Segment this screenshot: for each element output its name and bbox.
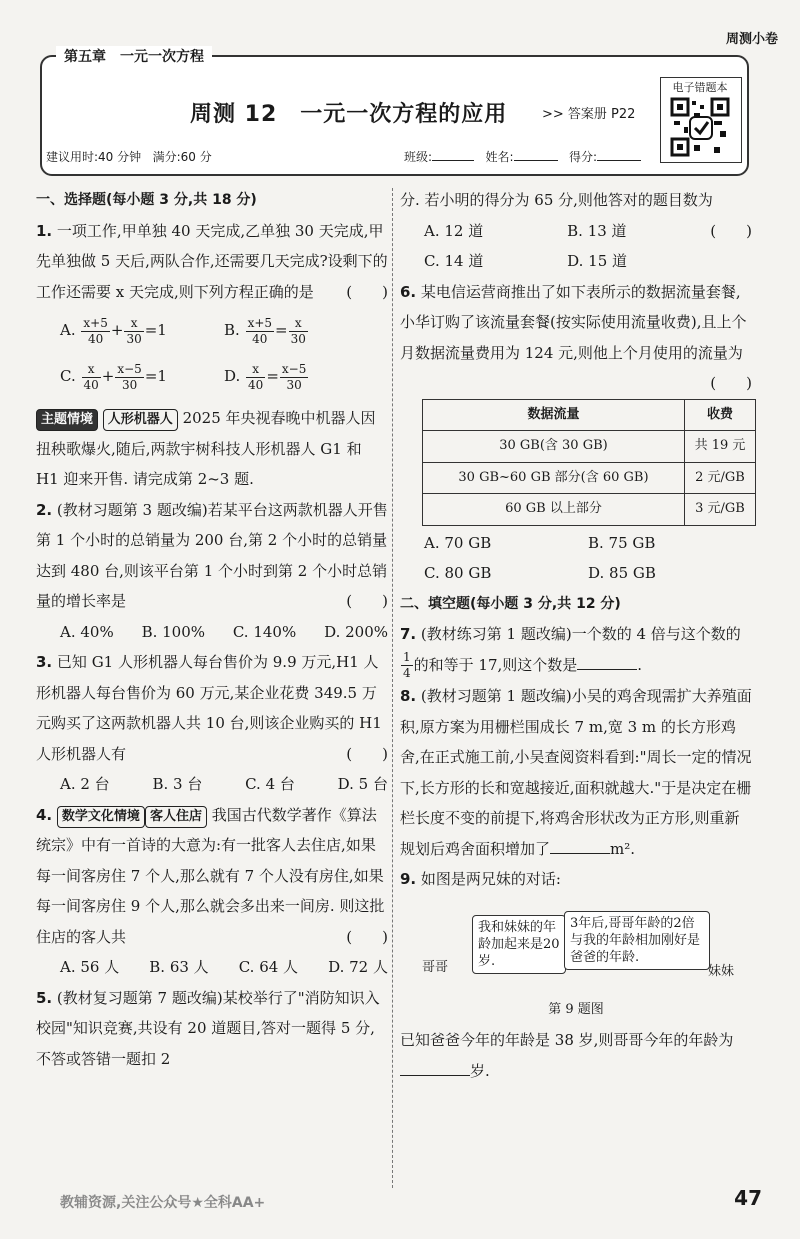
q2-number: 2. <box>36 500 53 519</box>
name-field[interactable] <box>514 160 558 161</box>
q5-option-b[interactable]: B. 13 道 <box>567 221 627 240</box>
student-info <box>404 148 641 165</box>
q4-text: 我国古代数学著作《算法统宗》中有一首诗的大意为:有一批客人去住店,如果每一间客房住 7 个人,那么就有 7 个人没有房住,如果每一间客房住 9 个人,那么就会多出来一间房. 则这批住店的客人共 <box>36 805 385 946</box>
q9-text: 如图是两兄妹的对话: <box>420 870 561 888</box>
q8-unit: m². <box>610 839 636 858</box>
q2-text: (教材习题第 3 题改编)若某平台这两款机器人开售第 1 个小时的总销量为 200 台,第 2 个小时的总销量达到 480 台,则该平台第 1 个小时到第 2 个小时总销量的增长率是 <box>36 500 388 610</box>
q9-after-text: 已知爸爸今年的年龄是 38 岁,则哥哥今年的年龄为 <box>400 1031 734 1049</box>
class-field[interactable] <box>432 160 474 161</box>
page-title: 周测 12 一元一次方程的应用 <box>190 102 508 127</box>
q5-answer-paren[interactable]: ( ) <box>710 221 752 240</box>
q3-option-b[interactable]: B. 3 台 <box>152 775 203 793</box>
q2-answer-paren[interactable]: ( ) <box>346 592 388 610</box>
q3-options <box>36 769 388 800</box>
footer-watermark: 教辅资源,关注公众号★全科AA+ <box>60 1195 266 1211</box>
brother-label: 哥哥 <box>422 959 449 975</box>
table-row <box>423 431 756 463</box>
table-row <box>423 462 756 494</box>
q3-number: 3. <box>36 653 53 671</box>
full-score: 满分:60 分 <box>152 150 212 164</box>
q6-option-b[interactable]: B. 75 GB <box>588 533 656 552</box>
table-header-row <box>423 399 756 431</box>
question-3 <box>36 647 388 769</box>
q1-text: 一项工作,甲单独 40 天完成,乙单独 30 天完成,甲先单独做 5 天后,两队合作,还需要几天完成?设剩下的工作还需要 x 天完成,则下列方程正确的是 <box>36 221 388 301</box>
q2-options <box>36 617 388 648</box>
q1-option-c[interactable]: C. $\frac{x}{40}$ + $\frac{x-5}{30}$ =1 <box>60 361 167 392</box>
q1-option-a[interactable]: A. $\frac{x+5}{40}$ + $\frac{x}{30}$ =1 <box>60 315 167 346</box>
column-divider <box>392 188 393 1188</box>
table-cell: 60 GB 以上部分 <box>423 494 685 526</box>
sister-label: 妹妹 <box>708 963 735 979</box>
q3-option-d[interactable]: D. 5 台 <box>337 775 388 793</box>
q5-option-a[interactable]: A. 12 道 <box>424 221 484 240</box>
q4-option-c[interactable]: C. 64 人 <box>238 958 299 976</box>
answer-reference: >> 答案册 P22 <box>542 107 636 122</box>
score-label: 得分: <box>569 150 598 164</box>
q7-text-b: 的和等于 17,则这个数是 <box>413 655 578 674</box>
suggested-time: 建议用时:40 分钟 <box>46 150 142 164</box>
question-1 <box>36 216 388 308</box>
q7-answer-blank[interactable] <box>577 669 637 670</box>
q1-number: 1. <box>36 221 53 240</box>
q7-text-a: (教材练习第 1 题改编)一个数的 4 倍与这个数的 <box>420 625 741 643</box>
section-fill-heading: 二、填空题(每小题 3 分,共 12 分) <box>400 595 621 612</box>
q1-answer-paren[interactable]: ( ) <box>346 282 388 301</box>
q5-number: 5. <box>36 988 53 1007</box>
q1-option-d[interactable]: D. $\frac{x}{40}$ = $\frac{x-5}{30}$ <box>224 361 307 392</box>
q5-options <box>400 216 710 277</box>
q5-cont-text: 分. 若小明的得分为 65 分,则他答对的题目数为 <box>400 191 713 209</box>
name-label: 姓名: <box>485 150 514 164</box>
q9-question <box>400 1025 752 1086</box>
q7-number: 7. <box>400 625 417 643</box>
question-5 <box>36 983 388 1075</box>
qr-label: 电子错题本 <box>672 81 728 94</box>
q2-option-c[interactable]: C. 140% <box>232 622 297 641</box>
q4-answer-paren[interactable]: ( ) <box>346 927 388 946</box>
q3-text: 已知 G1 人形机器人每台售价为 9.9 万元,H1 人形机器人每台售价为 60 万元,某企业花费 349.5 万元购买了这两款机器人共 10 台,则该企业购买的 H1 人形机器人有 <box>36 653 382 763</box>
q9-figure-caption: 第 9 题图 <box>548 1001 604 1017</box>
q3-answer-paren[interactable]: ( ) <box>346 744 388 763</box>
left-column <box>36 185 388 1074</box>
q4-topic-tag: 客人住店 <box>145 806 207 828</box>
q1-option-b[interactable]: B. $\frac{x+5}{40}$ = $\frac{x}{30}$ <box>224 315 306 346</box>
q1-options <box>36 307 388 399</box>
q9-dialog-figure <box>400 905 752 995</box>
q9-answer-blank[interactable] <box>400 1075 470 1076</box>
theme-context <box>36 403 388 495</box>
q6-option-a[interactable]: A. 70 GB <box>424 533 492 552</box>
q4-option-a[interactable]: A. 56 人 <box>60 958 120 976</box>
header-box <box>40 49 749 176</box>
q4-options <box>36 952 388 983</box>
table-cell: 3 元/GB <box>684 494 755 526</box>
question-6 <box>400 277 752 392</box>
data-plan-table <box>422 399 756 526</box>
q5-option-c[interactable]: C. 14 道 <box>424 252 484 270</box>
question-2 <box>36 495 388 617</box>
q6-option-d[interactable]: D. 85 GB <box>588 564 656 582</box>
sister-speech-bubble: 3年后,哥哥年龄的2倍与我的年龄相加刚好是爸爸的年龄. <box>564 911 710 970</box>
q6-answer-paren[interactable]: ( ) <box>710 374 752 392</box>
page-number: 47 <box>734 1186 762 1210</box>
table-header-cell: 数据流量 <box>423 399 685 431</box>
time-score-info <box>46 148 212 165</box>
q6-number: 6. <box>400 282 417 301</box>
class-label: 班级: <box>404 150 433 164</box>
q4-number: 4. <box>36 805 53 824</box>
q4-option-d[interactable]: D. 72 人 <box>328 958 388 976</box>
table-header-cell: 收费 <box>684 399 755 431</box>
q6-option-c[interactable]: C. 80 GB <box>424 564 492 582</box>
q8-answer-blank[interactable] <box>550 853 610 854</box>
q9-number: 9. <box>400 870 417 888</box>
theme-text: 2025 年央视春晚中机器人因扭秧歌爆火,随后,两款宇树科技人形机器人 G1 和 H1 迎来开售. 请完成第 2~3 题. <box>36 409 376 488</box>
series-tag: 周测小卷 <box>725 32 778 47</box>
table-row <box>423 494 756 526</box>
section-choice-heading: 一、选择题(每小题 3 分,共 18 分) <box>36 192 257 208</box>
q5-option-d[interactable]: D. 15 道 <box>567 252 628 270</box>
q6-options <box>400 528 752 589</box>
q4-option-b[interactable]: B. 63 人 <box>149 958 209 976</box>
q2-option-b[interactable]: B. 100% <box>141 622 206 641</box>
right-column <box>400 185 752 1086</box>
table-cell: 30 GB~60 GB 部分(含 60 GB) <box>423 462 685 494</box>
chapter-label: 第五章 一元一次方程 <box>56 46 212 66</box>
q3-option-a[interactable]: A. 2 台 <box>60 775 110 793</box>
question-7: 7. (教材练习第 1 题改编)一个数的 4 倍与这个数的 $\frac{1}{4}$ 的和等于 17,则这个数是 . <box>400 625 741 680</box>
question-4 <box>36 800 388 953</box>
q7-fraction: $\frac{1}{4}$ <box>403 650 411 680</box>
theme-name-tag: 人形机器人 <box>103 409 178 431</box>
question-8 <box>400 681 752 864</box>
q2-option-d[interactable]: D. 200% <box>324 622 388 641</box>
qr-code-icon[interactable] <box>670 97 730 157</box>
q9-unit: 岁. <box>470 1061 490 1080</box>
table-cell: 共 19 元 <box>684 431 755 463</box>
q8-number: 8. <box>400 687 417 705</box>
q5-text: (教材复习题第 7 题改编)某校举行了"消防知识入校园"知识竞赛,共设有 20 道题目,答对一题得 5 分,不答或答错一题扣 2 <box>36 988 380 1068</box>
q3-option-c[interactable]: C. 4 台 <box>245 775 295 793</box>
theme-tag: 主题情境 <box>36 409 98 431</box>
table-cell: 30 GB(含 30 GB) <box>423 431 685 463</box>
brother-speech-bubble: 我和妹妹的年龄加起来是20岁. <box>472 915 566 974</box>
table-cell: 2 元/GB <box>684 462 755 494</box>
q6-text: 某电信运营商推出了如下表所示的数据流量套餐,小华订购了该流量套餐(按实际使用流量收费),且上个月数据流量费用为 124 元,则他上个月使用的流量为 <box>400 282 747 362</box>
question-9 <box>400 864 752 895</box>
score-field[interactable] <box>597 160 641 161</box>
q8-text: (教材习题第 1 题改编)小吴的鸡舍现需扩大养殖面积,原方案为用栅栏围成长 7 m,宽 3 m 的长方形鸡舍,在正式施工前,小吴查阅资料看到:"周长一定的情况下,长方形的长和宽越接近,面积就越大."于是决定在栅栏长度不变的前提下,将鸡舍形状改为正方形,则重新规划后鸡舍面积增加了 <box>400 687 752 858</box>
q2-option-a[interactable]: A. 40% <box>60 622 114 641</box>
q4-culture-tag: 数学文化情境 <box>57 806 145 828</box>
